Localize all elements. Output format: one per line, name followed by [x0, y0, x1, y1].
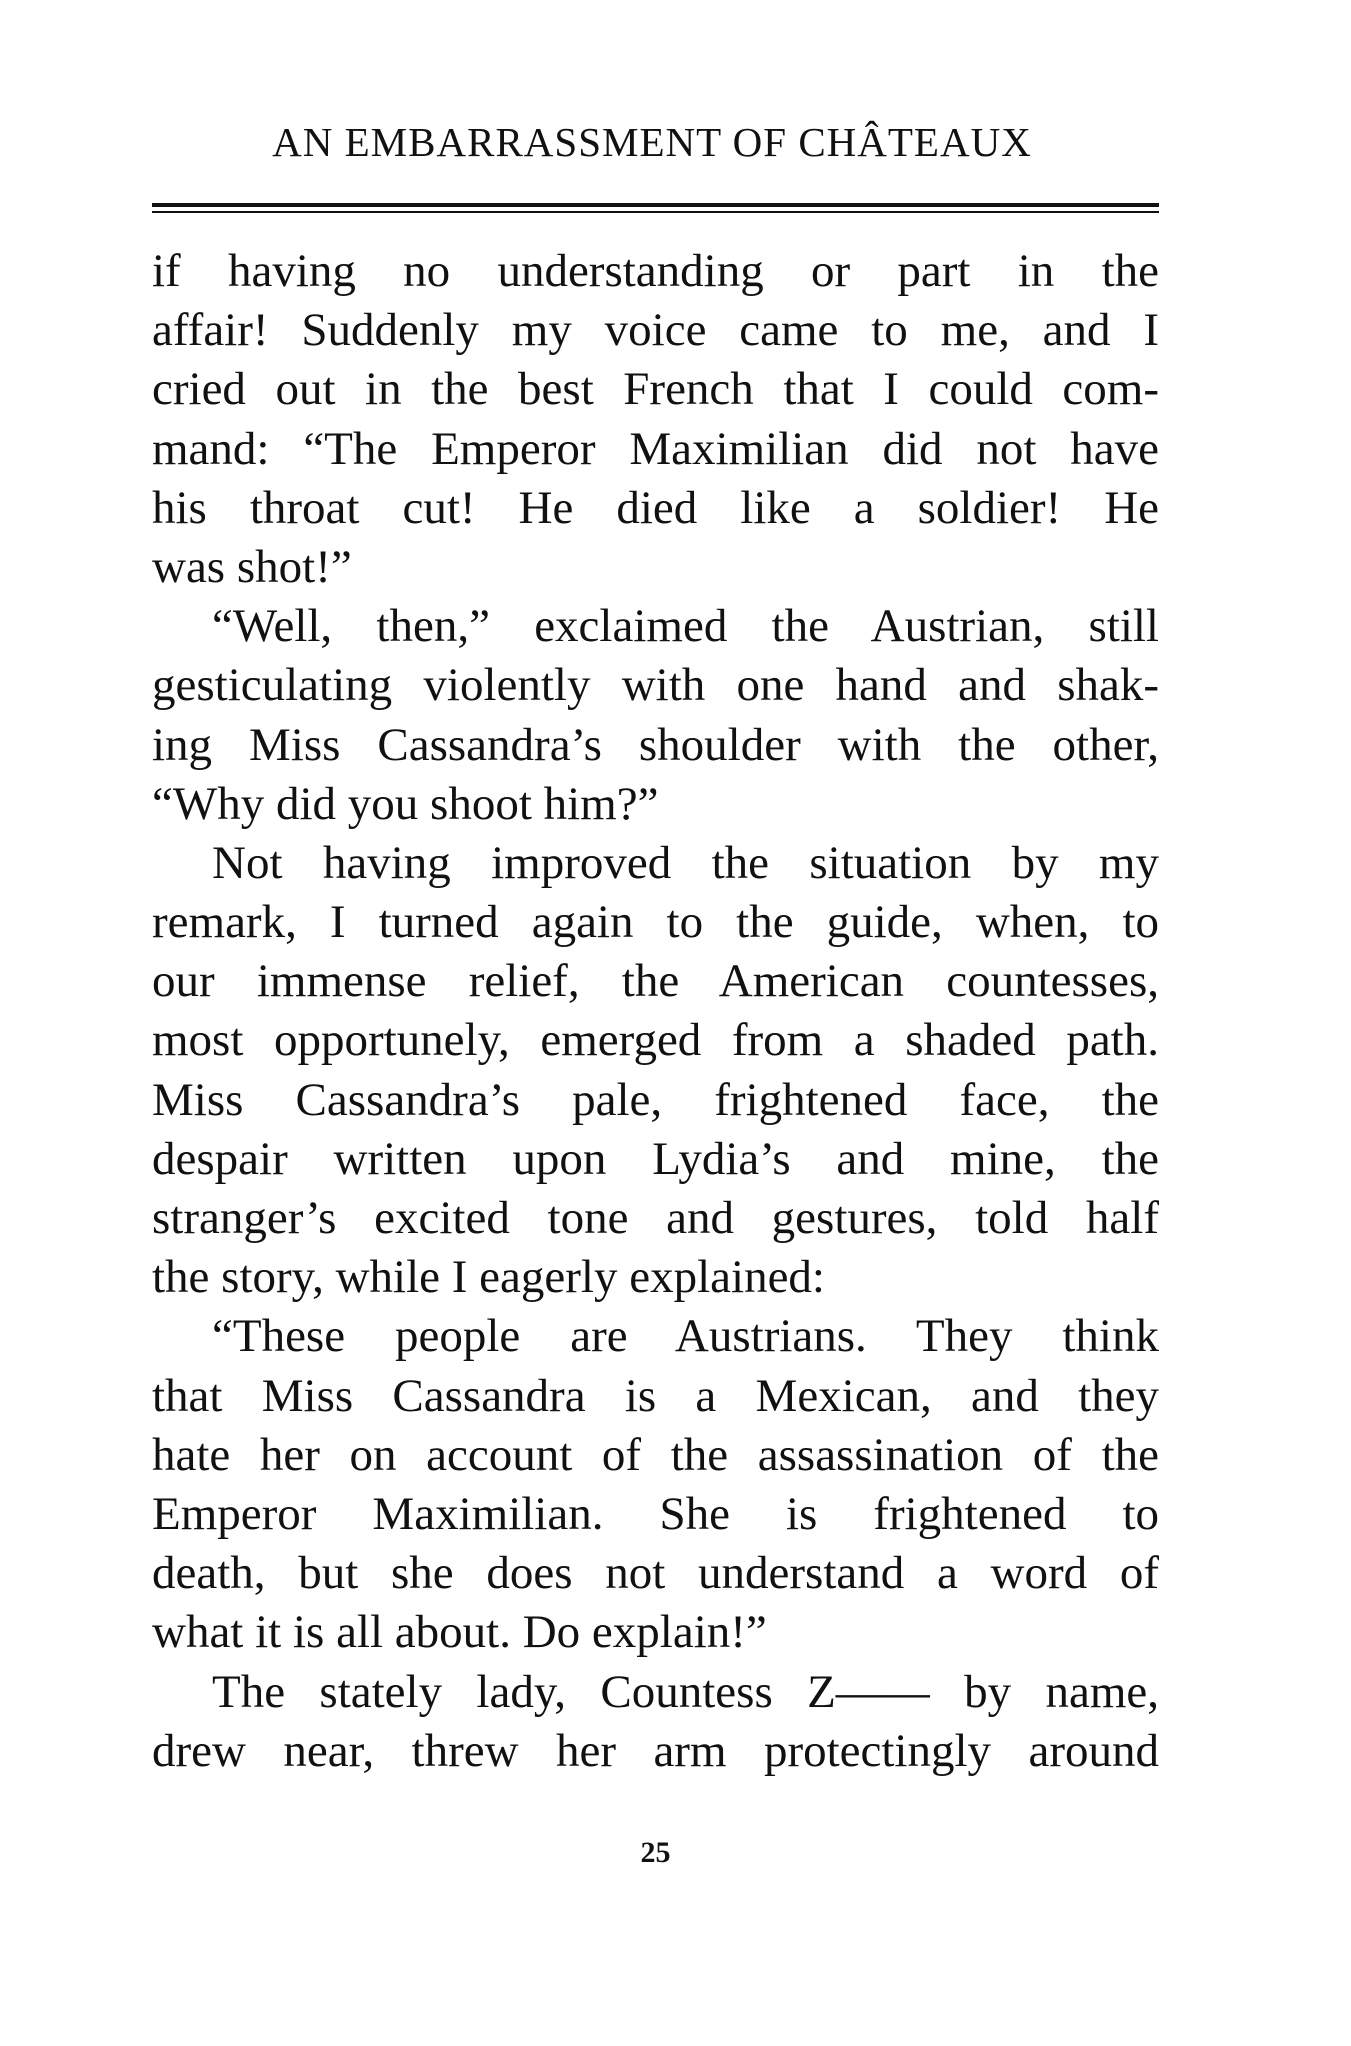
text-line: “These people are Austrians. They think: [212, 1310, 1159, 1363]
text-line: the story, while I eagerly explained:: [152, 1251, 825, 1304]
text-line: hate her on account of the assassination of the: [152, 1428, 1159, 1481]
text-line: “Well, then,” exclaimed the Austrian, still: [212, 600, 1159, 653]
text-line: Not having improved the situation by my: [212, 836, 1159, 889]
text-line: death, but she does not understand a word of: [152, 1547, 1159, 1600]
body-text: [152, 242, 1159, 1781]
text-line: gesticulating violently with one hand and shak-: [152, 659, 1159, 712]
header-rule-thick: [152, 203, 1159, 207]
running-head: AN EMBARRASSMENT OF CHÂTEAUX: [272, 119, 1032, 165]
text-line: most opportunely, emerged from a shaded path.: [152, 1014, 1159, 1067]
text-line: our immense relief, the American countesses,: [152, 955, 1159, 1008]
text-line: affair! Suddenly my voice came to me, and I: [152, 304, 1159, 357]
text-line: cried out in the best French that I could com-: [152, 363, 1159, 416]
text-line: mand: “The Emperor Maximilian did not have: [152, 422, 1159, 475]
text-line: despair written upon Lydia’s and mine, the: [152, 1132, 1159, 1185]
text-line: remark, I turned again to the guide, when, to: [152, 896, 1159, 949]
text-line: his throat cut! He died like a soldier! He: [152, 481, 1159, 534]
text-line: what it is all about. Do explain!”: [152, 1606, 767, 1659]
text-line: Miss Cassandra’s pale, frightened face, the: [152, 1073, 1159, 1126]
header-rule-thin: [152, 211, 1159, 213]
text-line: “Why did you shoot him?”: [152, 777, 659, 830]
text-line: The stately lady, Countess Z—— by name,: [212, 1665, 1159, 1718]
text-line: if having no understanding or part in the: [152, 245, 1159, 297]
text-line: stranger’s excited tone and gestures, told half: [152, 1192, 1159, 1244]
text-line: was shot!”: [152, 540, 352, 593]
text-line: ing Miss Cassandra’s shoulder with the other,: [152, 718, 1159, 771]
text-line: drew near, threw her arm protectingly around: [152, 1724, 1159, 1777]
text-line: Emperor Maximilian. She is frightened to: [152, 1487, 1159, 1540]
text-line: that Miss Cassandra is a Mexican, and they: [152, 1369, 1159, 1422]
page-number: 25: [640, 1836, 671, 1869]
